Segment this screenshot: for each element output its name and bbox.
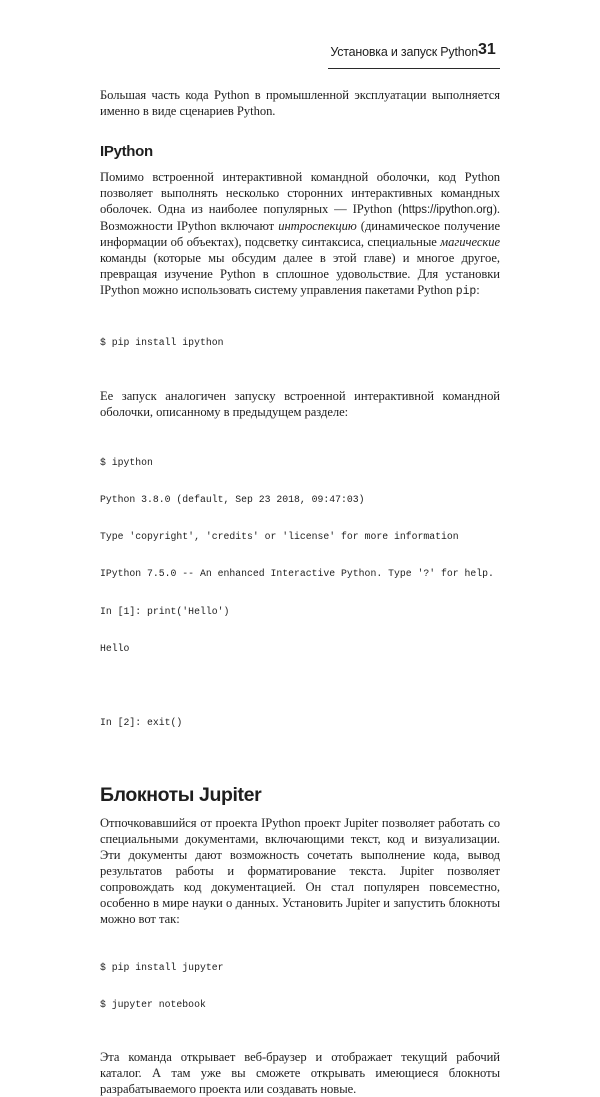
pip-term: pip [455, 285, 477, 298]
ipython-text-3: (динамическое получение информации об объектах), подсветку синтаксиса, специальные [100, 219, 500, 249]
code-block-pip-install-ipython [100, 312, 500, 374]
code-line: Hello [100, 642, 130, 654]
ipython-text-5: : [476, 283, 480, 297]
ipython-text-2: ). Возможности IPython включают [100, 202, 500, 233]
code-line [100, 680, 500, 692]
ipython-text-1: Помимо встроенной интерактивной командной оболочки, код Python позволяет выполнять несколько сторонних интерактивных командных оболочек. Одна из наиболее популярных — IPython ( [100, 170, 500, 216]
running-header [0, 36, 600, 68]
code-line: In [2]: exit() [100, 717, 183, 729]
header-rule [328, 68, 500, 69]
code-line: $ ipython [100, 456, 153, 468]
running-title: Установка и запуск Python [330, 45, 478, 59]
code-line: Python 3.8.0 (default, Sep 23 2018, 09:47:03) [100, 494, 365, 506]
jupiter-paragraph: Отпочковавшийся от проекта IPython проект Jupiter позволяет работать со специальными документами, включающими текст, код и визуализации. Эти документы дают возможность сочетать выполнение кода, вывод результатов работы и форматирование текста. Jupiter позволяет сопровождать код документацией. Он стал популярен повсеместно, особенно в мире науки о данных. Установить Jupiter и запустить блокноты можно вот так: [100, 816, 500, 927]
jupiter-closing-paragraph: Эта команда открывает веб-браузер и отображает текущий рабочий каталог. А там уже вы сможете открывать имеющиеся блокноты разрабатываемого проекта или создавать новые. [100, 1049, 500, 1096]
code-line: In [1]: print('Hello') [100, 605, 230, 617]
ipython-text-4: команды (которые мы обсудим далее в этой главе) и многое другое, превращая изучение Python в сплошное удовольствие. Для установки IPython можно использовать систему управления пакетами Python [100, 251, 500, 297]
code-block-jupyter [100, 937, 500, 1036]
introspection-term: интроспекцию [278, 219, 357, 233]
ipython-heading: IPython [100, 143, 153, 160]
code-line: Type 'copyright', 'credits' or 'license' for more information [100, 531, 459, 543]
ipython-url-link[interactable]: https://ipython.org [402, 204, 493, 216]
code-block-ipython-session [100, 432, 500, 754]
page-body [100, 87, 500, 1097]
ipython-paragraph [100, 169, 500, 300]
page-number: 31 [478, 41, 496, 58]
code-line: $ pip install ipython [100, 336, 224, 348]
code-line: $ pip install jupyter [100, 962, 224, 974]
jupiter-heading: Блокноты Jupiter [100, 784, 262, 807]
ipython-run-paragraph: Ее запуск аналогичен запуску встроенной интерактивной командной оболочки, описанному в предыдущем разделе: [100, 389, 500, 420]
magic-term: магические [440, 235, 500, 249]
code-line: IPython 7.5.0 -- An enhanced Interactive Python. Type '?' for help. [100, 568, 494, 580]
code-line: $ jupyter notebook [100, 999, 206, 1011]
intro-paragraph: Большая часть кода Python в промышленной эксплуатации выполняется именно в виде сценариев Python. [100, 88, 500, 118]
